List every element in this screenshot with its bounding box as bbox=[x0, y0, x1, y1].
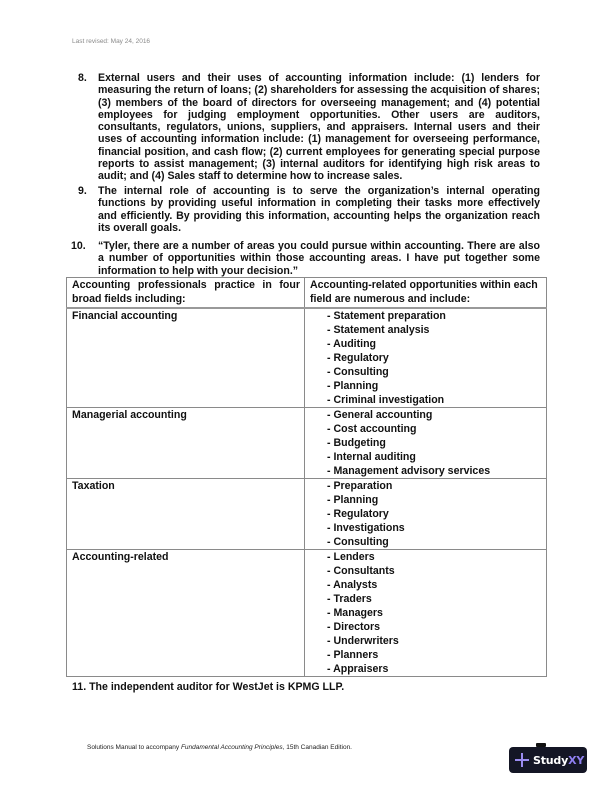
footer-book-title: Fundamental Accounting Principles bbox=[180, 744, 283, 751]
item-number: 10. bbox=[71, 240, 86, 252]
opportunity-item: - Underwriters bbox=[327, 635, 399, 647]
item-text: External users and their uses of accounting information include: (1) lenders for measuring the return of loans; (2) shareholders for assessing the acquisition of shares; (3) members of the board of directors for overseeing management; and (4) potential employees for judging employment opportunities. Other users are auditors, consultants, regulators, unions, suppliers, and appraisers. Internal users and their uses of accounting information include: (1) management for overseeing performance, financial position, and cash flow; (2) current employees for generating special purpose reports to assist management; (3) internal auditors for identifying high risk areas to audit; and (4) Sales staff to determine how to increase sales. bbox=[98, 72, 540, 183]
item-number: 9. bbox=[78, 185, 87, 197]
footer-suffix: , 15th Canadian Edition. bbox=[282, 744, 352, 751]
column-header-opportunities: Accounting-related opportunities within each field are numerous and include: bbox=[305, 278, 547, 309]
opportunity-item: - Directors bbox=[327, 621, 380, 633]
opportunity-item: - Consulting bbox=[327, 536, 389, 548]
item-text: “Tyler, there are a number of areas you could pursue within accounting. There are also a number of opportunities within those accounting areas. I have put together some information to help with your decision.” bbox=[98, 240, 540, 277]
field-name-cell: Financial accounting bbox=[67, 308, 305, 408]
opportunity-item: - Planners bbox=[327, 649, 379, 661]
opportunity-item: - Planning bbox=[327, 494, 379, 506]
page-footer bbox=[87, 744, 352, 751]
opportunity-item: - Traders bbox=[327, 593, 372, 605]
field-name-cell: Accounting-related bbox=[67, 550, 305, 677]
studyxy-badge[interactable] bbox=[509, 747, 587, 773]
opportunities-cell bbox=[305, 408, 547, 479]
brand-name bbox=[533, 754, 584, 767]
opportunity-item: - Analysts bbox=[327, 579, 378, 591]
plus-icon bbox=[515, 753, 529, 767]
opportunity-item: - Regulatory bbox=[327, 352, 389, 364]
opportunity-item: - Statement preparation bbox=[327, 310, 446, 322]
table-header-row bbox=[67, 278, 547, 309]
opportunity-item: - Internal auditing bbox=[327, 451, 416, 463]
table-row bbox=[67, 308, 547, 408]
table-row bbox=[67, 550, 547, 677]
answer-item-8 bbox=[78, 72, 540, 183]
opportunity-item: - Managers bbox=[327, 607, 383, 619]
opportunity-item: - Regulatory bbox=[327, 508, 389, 520]
opportunity-item: - Investigations bbox=[327, 522, 405, 534]
table-row bbox=[67, 408, 547, 479]
opportunity-item: - Statement analysis bbox=[327, 324, 430, 336]
opportunity-item: - Management advisory services bbox=[327, 465, 491, 477]
opportunity-item: - Budgeting bbox=[327, 437, 386, 449]
opportunities-cell bbox=[305, 479, 547, 550]
opportunities-cell bbox=[305, 550, 547, 677]
opportunity-item: - Planning bbox=[327, 380, 379, 392]
opportunity-item: - Criminal investigation bbox=[327, 394, 445, 406]
answer-item-11: 11. The independent auditor for WestJet is KPMG LLP. bbox=[72, 681, 345, 693]
opportunity-item: - Preparation bbox=[327, 480, 393, 492]
opportunity-item: - Appraisers bbox=[327, 663, 389, 675]
answer-item-9 bbox=[78, 185, 540, 234]
opportunity-item: - Auditing bbox=[327, 338, 377, 350]
opportunity-item: - Consulting bbox=[327, 366, 389, 378]
footer-prefix: Solutions Manual to accompany bbox=[87, 744, 181, 751]
opportunity-item: - General accounting bbox=[327, 409, 433, 421]
opportunity-item: - Consultants bbox=[327, 565, 395, 577]
item-text: The internal role of accounting is to serve the organization’s internal operating functions by providing useful information in completing their tasks more effectively and efficiently. By providing this information, accounting helps the organization reach its overall goals. bbox=[98, 185, 540, 234]
last-revised-date: Last revised: May 24, 2016 bbox=[72, 38, 151, 45]
opportunity-item: - Lenders bbox=[327, 551, 375, 563]
accounting-fields-table bbox=[66, 277, 547, 677]
column-header-fields: Accounting professionals practice in four broad fields including: bbox=[67, 278, 305, 309]
answer-item-10 bbox=[71, 240, 540, 277]
opportunities-cell bbox=[305, 308, 547, 408]
field-name-cell: Taxation bbox=[67, 479, 305, 550]
opportunity-item: - Cost accounting bbox=[327, 423, 417, 435]
brand-accent: XY bbox=[568, 753, 585, 767]
field-name-cell: Managerial accounting bbox=[67, 408, 305, 479]
item-number: 8. bbox=[78, 72, 87, 84]
brand-main: Study bbox=[533, 753, 569, 767]
table-row bbox=[67, 479, 547, 550]
